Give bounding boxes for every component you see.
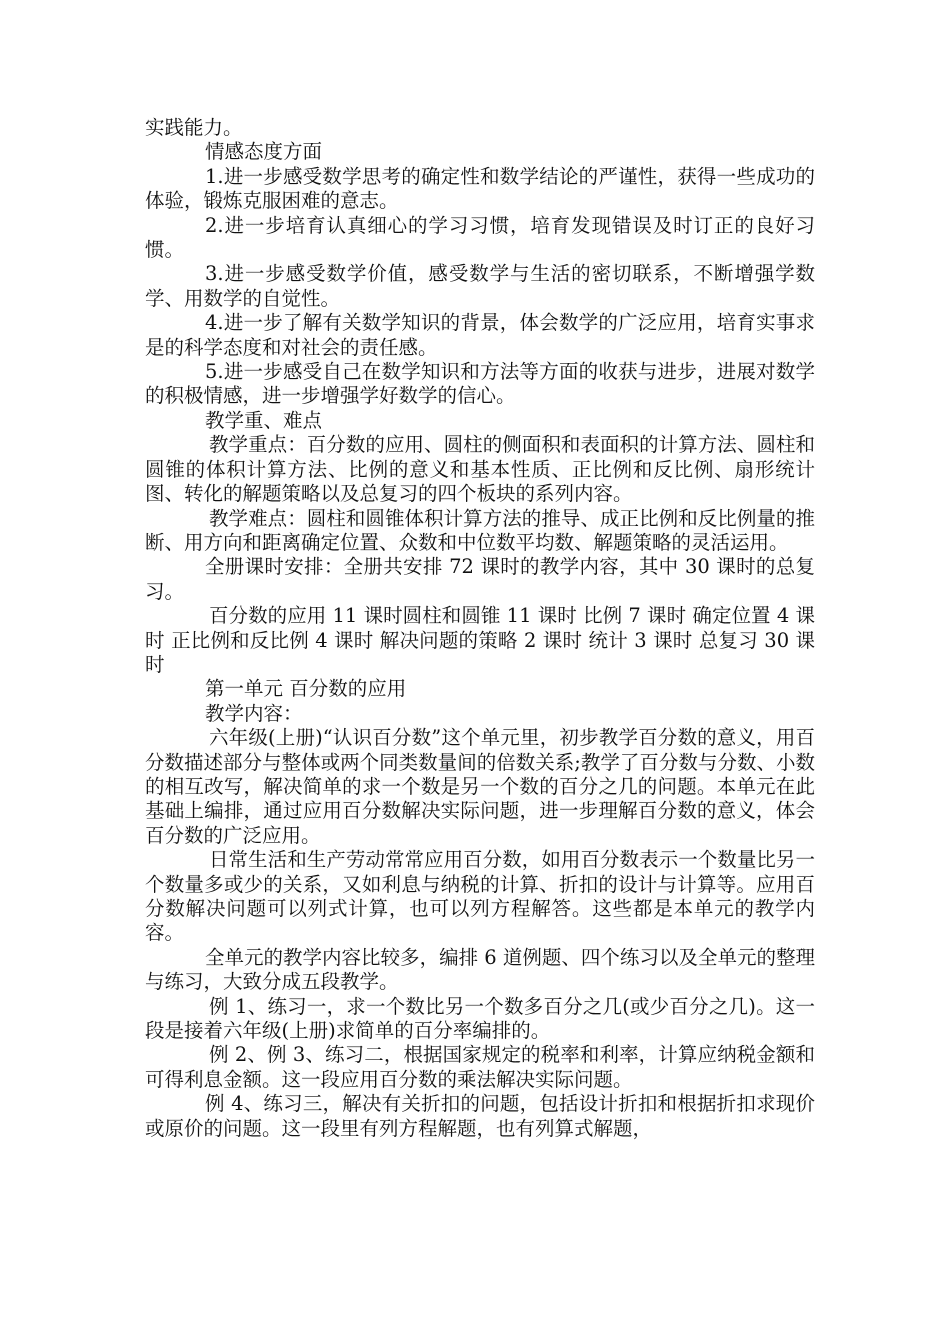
section-heading-emotion: 情感态度方面 (205, 140, 323, 164)
paragraph: 全单元的教学内容比较多，编排 6 道例题、四个练习以及全单元的整理与练习，大致分成五段教学。 (145, 945, 815, 994)
paragraph: 百分数的应用 11 课时圆柱和圆锥 11 课时 比例 7 课时 确定位置 4 课时 正比例和反比例 4 课时 解决问题的策略 2 课时 统计 3 课时 总复习 30 课时 (145, 604, 815, 676)
paragraph: 5.进一步感受自己在数学知识和方法等方面的收获与进步，进展对数学的积极情感，进一步增强学好数学的信心。 (145, 360, 815, 408)
paragraph: 日常生活和生产劳动常常应用百分数，如用百分数表示一个数量比另一个数量多或少的关系，又如利息与纳税的计算、折扣的设计与计算等。应用百分数解决问题可以列式计算，也可以列方程解答。这些都是本单元的教学内容。 (145, 848, 815, 945)
paragraph: 实践能力。 (145, 116, 243, 139)
paragraph: 例 1、练习一，求一个数比另一个数多百分之几(或少百分之几)。这一段是接着六年级(上册)求简单的百分率编排的。 (145, 994, 815, 1043)
section-heading-key-points: 教学重、难点 (205, 408, 323, 432)
document-body (145, 116, 815, 1141)
section-heading-content: 教学内容： (205, 701, 303, 725)
paragraph: 全册课时安排：全册共安排 72 课时的教学内容，其中 30 课时的总复习。 (145, 555, 815, 603)
paragraph: 教学难点：圆柱和圆锥体积计算方法的推导、成正比例和反比例量的推断、用方向和距离确定位置、众数和中位数平均数、解题策略的灵活运用。 (145, 506, 815, 554)
paragraph: 例 2、例 3、练习二，根据国家规定的税率和利率，计算应纳税金额和可得利息金额。这一段应用百分数的乘法解决实际问题。 (145, 1043, 815, 1091)
paragraph: 六年级(上册)“认识百分数”这个单元里，初步教学百分数的意义，用百分数描述部分与整体或两个同类数量间的倍数关系;教学了百分数与分数、小数的相互改写，解决简单的求一个数是另一个数的百分之几的问题。本单元在此基础上编排，通过应用百分数解决实际问题，进一步理解百分数的意义，体会百分数的广泛应用。 (145, 726, 815, 847)
paragraph: 4.进一步了解有关数学知识的背景，体会数学的广泛应用，培育实事求是的科学态度和对社会的责任感。 (145, 311, 815, 359)
paragraph: 2.进一步培育认真细心的学习习惯，培育发现错误及时订正的良好习惯。 (145, 213, 815, 262)
paragraph: 1.进一步感受数学思考的确定性和数学结论的严谨性，获得一些成功的体验，锻炼克服困难的意志。 (145, 164, 815, 213)
paragraph: 3.进一步感受数学价值，感受数学与生活的密切联系，不断增强学数学、用数学的自觉性。 (145, 262, 815, 310)
paragraph: 教学重点：百分数的应用、圆柱的侧面积和表面积的计算方法、圆柱和圆锥的体积计算方法、比例的意义和基本性质、正比例和反比例、扇形统计图、转化的解题策略以及总复习的四个板块的系列内容。 (145, 433, 815, 506)
unit-title: 第一单元 百分数的应用 (205, 677, 407, 701)
paragraph: 例 4、练习三，解决有关折扣的问题，包括设计折扣和根据折扣求现价或原价的问题。这一段里有列方程解题，也有列算式解题， (145, 1092, 815, 1140)
